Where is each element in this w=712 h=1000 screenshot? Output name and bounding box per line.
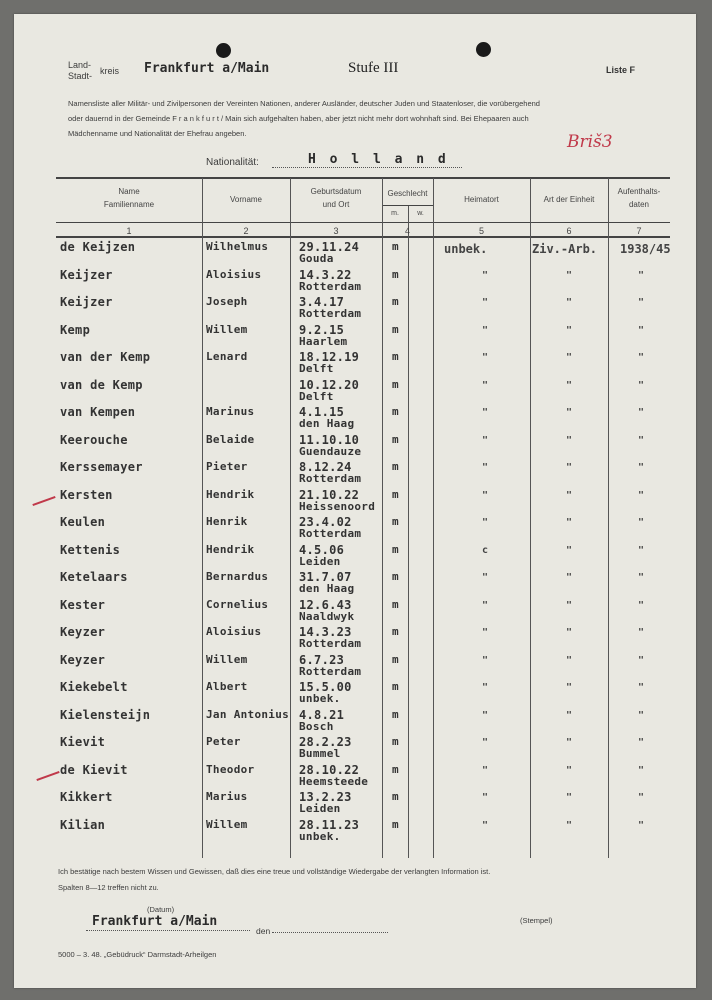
col-header-geburt: Geburtsdatum und Ort bbox=[310, 187, 362, 209]
cell-einheit: " bbox=[566, 737, 573, 748]
cell-daten: " bbox=[638, 737, 645, 748]
cell-name: Keyzer bbox=[60, 652, 106, 667]
cell-einheit: " bbox=[566, 792, 573, 803]
cell-birthdate: 9.2.15 bbox=[299, 322, 345, 337]
stufe-title: Stufe III bbox=[348, 60, 399, 76]
cell-birthdate: 28.11.23 bbox=[299, 817, 360, 832]
cell-sex: m bbox=[392, 267, 399, 281]
cell-einheit: " bbox=[566, 599, 573, 611]
kreis-label: kreis bbox=[100, 66, 120, 76]
cell-heimatort: " bbox=[482, 462, 489, 473]
cell-daten: " bbox=[638, 297, 645, 308]
land-label: Land- bbox=[68, 60, 92, 70]
cell-einheit: " bbox=[566, 489, 573, 501]
col-num-4: 4 bbox=[404, 226, 410, 236]
cell-birthdate: 6.7.23 bbox=[299, 652, 345, 667]
cell-heimatort: " bbox=[482, 819, 489, 831]
cell-heimatort: " bbox=[482, 627, 489, 638]
cell-vorname: Hendrik bbox=[206, 487, 255, 501]
cell-name: Kettenis bbox=[60, 542, 121, 557]
cell-daten: " bbox=[638, 379, 645, 391]
cell-heimatort: " bbox=[482, 324, 489, 336]
cell-vorname: Willem bbox=[206, 817, 248, 831]
cell-birthplace: Rotterdam bbox=[299, 527, 362, 540]
cell-einheit: " bbox=[566, 627, 573, 638]
col-num-5: 5 bbox=[478, 226, 484, 236]
col-num-1: 1 bbox=[126, 226, 132, 236]
cell-birthdate: 28.2.23 bbox=[299, 735, 352, 749]
cell-sex: m bbox=[392, 460, 399, 473]
col-header-heimatort: Heimatort bbox=[464, 195, 499, 204]
den-label: den bbox=[256, 926, 271, 936]
cell-vorname: Hendrik bbox=[206, 542, 255, 556]
cell-heimatort: " bbox=[482, 682, 489, 693]
cell-birthplace: Naaldwyk bbox=[299, 609, 355, 623]
cell-sex: m bbox=[392, 295, 399, 308]
datum-label: (Datum) bbox=[147, 905, 175, 914]
cell-birthdate: 11.10.10 bbox=[299, 432, 360, 447]
kreis-value: Frankfurt a/Main bbox=[144, 61, 270, 76]
cell-birthdate: 13.2.23 bbox=[299, 790, 352, 804]
cell-einheit: " bbox=[566, 544, 573, 556]
cell-daten: " bbox=[638, 792, 645, 803]
cell-heimatort: " bbox=[482, 407, 489, 418]
cell-vorname: Jan Antonius bbox=[206, 707, 290, 721]
cell-birthplace: Rotterdam bbox=[299, 307, 362, 320]
cell-birthplace: den Haag bbox=[299, 582, 355, 595]
liste-label: Liste F bbox=[606, 65, 636, 75]
cell-einheit: " bbox=[566, 654, 573, 666]
cell-heimatort: " bbox=[482, 737, 489, 748]
cell-name: Ketelaars bbox=[60, 570, 128, 584]
cell-daten: " bbox=[638, 819, 645, 831]
header-rule bbox=[56, 222, 670, 223]
cell-einheit: " bbox=[566, 297, 573, 308]
cell-birthdate: 10.12.20 bbox=[299, 377, 360, 392]
cell-daten: " bbox=[638, 434, 645, 446]
cell-sex: m bbox=[392, 735, 399, 748]
cell-sex: m bbox=[392, 652, 399, 666]
intro-line-1: Namensliste aller Militär- und Zivilpersonen der Vereinten Nationen, anderer Ausländer, deutscher Juden und Staatenloser, die vorübergehend bbox=[68, 99, 540, 108]
datum-underline bbox=[86, 930, 250, 931]
cell-birthdate: 15.5.00 bbox=[299, 680, 352, 694]
cell-vorname: Belaide bbox=[206, 432, 255, 446]
cell-heimatort: " bbox=[482, 379, 489, 391]
cell-sex: m bbox=[392, 240, 399, 253]
cell-sex: m bbox=[392, 570, 399, 583]
nationality-label: Nationalität: bbox=[206, 157, 259, 168]
cell-name: van der Kemp bbox=[60, 350, 151, 364]
col-divider-6 bbox=[608, 178, 609, 858]
cell-einheit: " bbox=[566, 269, 573, 281]
cell-daten: " bbox=[638, 544, 645, 556]
cell-birthplace: unbek. bbox=[299, 692, 341, 705]
cell-einheit: " bbox=[566, 462, 573, 473]
cell-birthdate: 31.7.07 bbox=[299, 570, 352, 584]
cell-name: Kiekebelt bbox=[60, 680, 128, 694]
cell-daten: " bbox=[638, 407, 645, 418]
cell-name: Kemp bbox=[60, 322, 91, 337]
col-num-6: 6 bbox=[566, 226, 572, 236]
cell-birthplace: Bummel bbox=[299, 747, 341, 760]
cell-sex: m bbox=[392, 680, 399, 693]
cell-sex: m bbox=[392, 790, 399, 803]
cell-birthplace: Heemsteede bbox=[299, 774, 369, 788]
confirm-line-1: Ich bestätige nach bestem Wissen und Gewissen, daß dies eine treue und vollständige Wiedergabe der verlangten Information ist. bbox=[58, 867, 491, 876]
cell-birthplace: Rotterdam bbox=[299, 637, 362, 650]
cell-vorname: Willem bbox=[206, 652, 248, 666]
cell-name: Keyzer bbox=[60, 625, 106, 639]
cell-heimatort: " bbox=[482, 709, 489, 721]
intro-line-2: oder dauernd in der Gemeinde F r a n k f u r t / Main sich aufgehalten haben, aber jetzt nicht mehr dort wohnhaft sind. Bei Ehepaaren auch bbox=[68, 114, 529, 123]
col-header-name: Name Familienname bbox=[103, 187, 155, 209]
cell-daten: " bbox=[638, 269, 645, 281]
cell-daten: 1938/45 bbox=[620, 242, 671, 256]
cell-sex: m bbox=[392, 542, 399, 556]
cell-sex: m bbox=[392, 707, 399, 721]
cell-birthdate: 12.6.43 bbox=[299, 597, 352, 612]
cell-heimatort: " bbox=[482, 792, 489, 803]
cell-birthplace: Rotterdam bbox=[299, 279, 362, 293]
cell-birthplace: Gouda bbox=[299, 252, 334, 265]
col-header-einheit: Art der Einheit bbox=[543, 195, 595, 204]
cell-birthplace: Heissenoord bbox=[299, 499, 376, 513]
cell-birthplace: den Haag bbox=[299, 417, 355, 430]
col-divider-2 bbox=[290, 178, 291, 858]
col-divider-3 bbox=[382, 178, 383, 858]
cell-name: Kersten bbox=[60, 487, 113, 502]
cell-name: Kilian bbox=[60, 817, 106, 832]
cell-heimatort: " bbox=[482, 434, 489, 446]
cell-heimatort: " bbox=[482, 572, 489, 583]
cell-birthdate: 18.12.19 bbox=[299, 350, 360, 364]
cell-name: Kerssemayer bbox=[60, 460, 143, 474]
col-num-7: 7 bbox=[636, 226, 642, 236]
cell-daten: " bbox=[638, 709, 645, 721]
cell-heimatort: " bbox=[482, 599, 489, 611]
cell-sex: m bbox=[392, 350, 399, 363]
cell-name: Kievit bbox=[60, 735, 106, 749]
cell-vorname: Henrik bbox=[206, 515, 248, 528]
cell-name: Kester bbox=[60, 597, 106, 612]
punch-hole-left bbox=[216, 43, 231, 58]
cell-vorname: Marinus bbox=[206, 405, 255, 418]
cell-sex: m bbox=[392, 515, 399, 528]
cell-birthdate: 4.5.06 bbox=[299, 542, 345, 557]
nationality-underline bbox=[272, 167, 462, 168]
cell-birthdate: 4.8.21 bbox=[299, 707, 345, 722]
cell-einheit: " bbox=[566, 764, 573, 776]
cell-birthplace: Bosch bbox=[299, 719, 334, 733]
cell-daten: " bbox=[638, 352, 645, 363]
cell-vorname: Bernardus bbox=[206, 570, 269, 583]
cell-vorname: Theodor bbox=[206, 762, 255, 776]
cell-einheit: " bbox=[566, 517, 573, 528]
cell-heimatort: " bbox=[482, 352, 489, 363]
cell-vorname: Peter bbox=[206, 735, 241, 748]
punch-hole-right bbox=[476, 42, 491, 57]
cell-vorname: Aloisius bbox=[206, 625, 262, 638]
cell-birthplace: Delft bbox=[299, 389, 334, 403]
cell-heimatort: " bbox=[482, 764, 489, 776]
cell-einheit: " bbox=[566, 352, 573, 363]
cell-sex: m bbox=[392, 625, 399, 638]
cell-heimatort: c bbox=[482, 544, 489, 556]
cell-name: Kielensteijn bbox=[60, 707, 151, 722]
printer-line: 5000 – 3. 48. „Gebüdruck“ Darmstadt-Arheilgen bbox=[58, 950, 217, 959]
cell-daten: " bbox=[638, 572, 645, 583]
cell-daten: " bbox=[638, 517, 645, 528]
col-divider-5 bbox=[530, 178, 531, 858]
col-header-sex-w: w. bbox=[417, 210, 424, 217]
cell-name: van de Kemp bbox=[60, 377, 143, 392]
cell-birthdate: 23.4.02 bbox=[299, 515, 352, 529]
col-divider-1 bbox=[202, 178, 203, 858]
cell-einheit: " bbox=[566, 324, 573, 336]
cell-birthdate: 14.3.23 bbox=[299, 625, 352, 639]
cell-einheit: " bbox=[566, 819, 573, 831]
cell-vorname: Aloisius bbox=[206, 267, 262, 281]
cell-heimatort: " bbox=[482, 489, 489, 501]
cell-vorname: Albert bbox=[206, 680, 248, 693]
cell-daten: " bbox=[638, 599, 645, 611]
cell-name: van Kempen bbox=[60, 405, 136, 419]
col-header-geschlecht: Geschlecht bbox=[387, 189, 428, 198]
cell-daten: " bbox=[638, 764, 645, 776]
col-num-2: 2 bbox=[243, 226, 249, 236]
cell-einheit: " bbox=[566, 682, 573, 693]
cell-name: Keerouche bbox=[60, 432, 128, 447]
cell-sex: m bbox=[392, 432, 399, 446]
cell-vorname: Pieter bbox=[206, 460, 248, 473]
col-num-3: 3 bbox=[333, 226, 339, 236]
sex-subheader-rule bbox=[383, 205, 433, 206]
cell-heimatort: unbek. bbox=[444, 242, 488, 256]
stadt-label: Stadt- bbox=[68, 71, 93, 81]
stempel-label: (Stempel) bbox=[520, 916, 553, 925]
col-divider-4 bbox=[433, 178, 434, 858]
cell-birthplace: Rotterdam bbox=[299, 664, 362, 678]
cell-einheit: " bbox=[566, 407, 573, 418]
cell-heimatort: " bbox=[482, 654, 489, 666]
cell-sex: m bbox=[392, 322, 399, 336]
red-annotation: Briš3 bbox=[567, 132, 613, 152]
cell-vorname: Joseph bbox=[206, 295, 248, 308]
cell-daten: " bbox=[638, 462, 645, 473]
cell-name: Keijzer bbox=[60, 295, 113, 309]
cell-birthdate: 28.10.22 bbox=[299, 762, 360, 777]
cell-heimatort: " bbox=[482, 297, 489, 308]
cell-einheit: " bbox=[566, 434, 573, 446]
col-header-sex-m: m. bbox=[391, 210, 399, 217]
cell-name: Keijzer bbox=[60, 267, 113, 282]
cell-sex: m bbox=[392, 377, 399, 391]
cell-name: Kikkert bbox=[60, 790, 113, 804]
cell-birthdate: 4.1.15 bbox=[299, 405, 345, 419]
cell-heimatort: " bbox=[482, 517, 489, 528]
cell-sex: m bbox=[392, 817, 399, 831]
cell-birthplace: Leiden bbox=[299, 802, 341, 815]
cell-heimatort: " bbox=[482, 269, 489, 281]
cell-birthplace: Rotterdam bbox=[299, 472, 362, 485]
cell-vorname: Marius bbox=[206, 790, 248, 803]
cell-birthdate: 8.12.24 bbox=[299, 460, 352, 474]
col-divider-sex bbox=[408, 205, 409, 858]
confirm-line-2: Spalten 8—12 treffen nicht zu. bbox=[58, 883, 159, 892]
cell-vorname: Cornelius bbox=[206, 597, 269, 611]
cell-birthplace: Delft bbox=[299, 362, 334, 375]
cell-name: Keulen bbox=[60, 515, 106, 529]
cell-name: de Kievit bbox=[60, 762, 128, 777]
col-header-vorname: Vorname bbox=[229, 195, 263, 204]
cell-birthplace: unbek. bbox=[299, 829, 341, 843]
cell-sex: m bbox=[392, 405, 399, 418]
datum-value: Frankfurt a/Main bbox=[92, 914, 218, 929]
cell-daten: " bbox=[638, 489, 645, 501]
cell-birthplace: Guendauze bbox=[299, 444, 362, 458]
cell-vorname: Lenard bbox=[206, 350, 248, 363]
cell-einheit: " bbox=[566, 709, 573, 721]
cell-einheit: " bbox=[566, 572, 573, 583]
cell-sex: m bbox=[392, 487, 399, 501]
cell-birthdate: 29.11.24 bbox=[299, 240, 360, 254]
intro-line-3: Mädchenname und Nationalität der Ehefrau angeben. bbox=[68, 129, 247, 138]
den-underline bbox=[272, 932, 388, 933]
cell-daten: " bbox=[638, 682, 645, 693]
cell-vorname: Willem bbox=[206, 322, 248, 336]
cell-birthdate: 14.3.22 bbox=[299, 267, 352, 282]
cell-daten: " bbox=[638, 654, 645, 666]
col-header-daten: Aufenthalts- daten bbox=[617, 187, 661, 209]
cell-birthplace: Leiden bbox=[299, 554, 341, 568]
cell-birthdate: 3.4.17 bbox=[299, 295, 345, 309]
cell-einheit: Ziv.-Arb. bbox=[532, 242, 598, 256]
cell-birthdate: 21.10.22 bbox=[299, 487, 360, 502]
cell-birthplace: Haarlem bbox=[299, 334, 348, 348]
cell-name: de Keijzen bbox=[60, 240, 136, 254]
cell-daten: " bbox=[638, 324, 645, 336]
cell-vorname: Wilhelmus bbox=[206, 240, 269, 253]
cell-daten: " bbox=[638, 627, 645, 638]
table-top-rule bbox=[56, 177, 670, 179]
nationality-value: H o l l a n d bbox=[308, 152, 449, 167]
cell-sex: m bbox=[392, 762, 399, 776]
cell-sex: m bbox=[392, 597, 399, 611]
cell-einheit: " bbox=[566, 379, 573, 391]
